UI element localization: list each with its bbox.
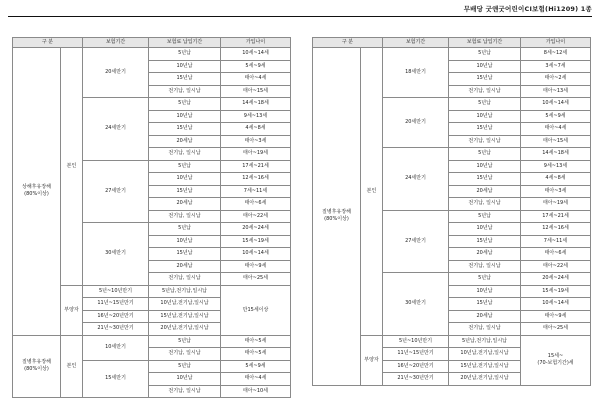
entry-age: 태아~2세 <box>521 73 591 86</box>
payment-period: 10년납,전기납,일시납 <box>149 298 221 311</box>
left-table <box>12 37 291 398</box>
category-jilbyeong: 질병후유장해 (80%이상) <box>13 335 61 398</box>
payment-period: 5년납 <box>449 148 521 161</box>
insurance-term: 21년~30년만기 <box>383 373 449 386</box>
payment-period: 5년납 <box>449 210 521 223</box>
payment-period: 15년납 <box>449 173 521 186</box>
payment-period: 전기납, 일시납 <box>449 85 521 98</box>
payment-period: 15년납 <box>449 298 521 311</box>
entry-age: 4세~8세 <box>521 173 591 186</box>
payment-period: 5년납 <box>449 273 521 286</box>
col-header-payment: 보험료 납입기간 <box>149 38 221 48</box>
entry-age: 14세~18세 <box>221 98 291 111</box>
payment-period: 10년납 <box>449 285 521 298</box>
payment-period: 전기납, 일시납 <box>149 210 221 223</box>
entry-age: 태아~13세 <box>521 85 591 98</box>
payment-period: 5년납 <box>149 98 221 111</box>
table-row <box>13 335 291 348</box>
insurance-term: 16년~20년만기 <box>83 310 149 323</box>
entry-age: 태아~15세 <box>221 85 291 98</box>
entry-age: 태아~25세 <box>521 323 591 336</box>
entry-age: 태아~4세 <box>221 73 291 86</box>
entry-age: 10세~14세 <box>521 298 591 311</box>
entry-age: 7세~11세 <box>521 235 591 248</box>
entry-age: 태아~22세 <box>221 210 291 223</box>
entry-age: 14세~18세 <box>521 148 591 161</box>
payment-period: 20년납,전기납,일시납 <box>149 323 221 336</box>
payment-period: 5년납 <box>449 98 521 111</box>
category-sangae: 상해후유장해 (80%이상) <box>13 48 61 336</box>
insurance-term: 24세만기 <box>383 148 449 211</box>
entry-age: 태아~19세 <box>521 198 591 211</box>
col-header-term: 보험기간 <box>383 38 449 48</box>
payment-period: 전기납, 일시납 <box>149 385 221 398</box>
entry-age: 태아~19세 <box>221 148 291 161</box>
insurance-term: 20세만기 <box>383 98 449 148</box>
payment-period: 10년납 <box>449 60 521 73</box>
col-header-category: 구 분 <box>313 38 383 48</box>
payment-period: 15년납 <box>149 185 221 198</box>
insurance-term: 11년~15년만기 <box>383 348 449 361</box>
payment-period: 15년납 <box>149 123 221 136</box>
payment-period: 15년납 <box>449 123 521 136</box>
table-row <box>313 48 591 61</box>
entry-age: 15세~ (70-보험기간)세 <box>521 335 591 385</box>
entry-age: 태아~25세 <box>221 273 291 286</box>
entry-age: 태아~4세 <box>521 123 591 136</box>
entry-age: 12세~16세 <box>221 173 291 186</box>
col-header-payment: 보험료 납입기간 <box>449 38 521 48</box>
payment-period: 20세납 <box>149 198 221 211</box>
entry-age: 태아~6세 <box>521 248 591 261</box>
entry-age: 태아~22세 <box>521 260 591 273</box>
subcategory-buyang: 부양자 <box>361 335 383 385</box>
payment-period: 전기납, 일시납 <box>149 348 221 361</box>
insurance-term: 30세만기 <box>383 273 449 336</box>
payment-period: 전기납, 일시납 <box>449 135 521 148</box>
entry-age: 5세~9세 <box>521 110 591 123</box>
entry-age: 만15세이상 <box>221 285 291 335</box>
entry-age: 태아~3세 <box>521 185 591 198</box>
entry-age: 3세~7세 <box>521 60 591 73</box>
col-header-age: 가입나이 <box>221 38 291 48</box>
table-row <box>13 48 291 61</box>
payment-period: 전기납, 일시납 <box>149 273 221 286</box>
entry-age: 12세~16세 <box>521 223 591 236</box>
insurance-term: 30세만기 <box>83 223 149 286</box>
entry-age: 20세~24세 <box>221 223 291 236</box>
entry-age: 태아~9세 <box>521 310 591 323</box>
header-rule <box>8 16 592 17</box>
entry-age: 15세~19세 <box>521 285 591 298</box>
payment-period: 15년납 <box>149 73 221 86</box>
entry-age: 태아~5세 <box>221 348 291 361</box>
payment-period: 10년납 <box>449 160 521 173</box>
entry-age: 9세~13세 <box>521 160 591 173</box>
subcategory-buyang: 부양자 <box>61 285 83 335</box>
entry-age: 태아~5세 <box>221 335 291 348</box>
payment-period: 15년납 <box>149 248 221 261</box>
entry-age: 태아~9세 <box>221 260 291 273</box>
insurance-term: 21년~30년만기 <box>83 323 149 336</box>
insurance-term: 24세만기 <box>83 98 149 161</box>
entry-age: 9세~13세 <box>221 110 291 123</box>
payment-period: 15년납 <box>449 73 521 86</box>
insurance-term: 5년~10년만기 <box>383 335 449 348</box>
payment-period: 5년납 <box>149 360 221 373</box>
payment-period: 15년납 <box>449 235 521 248</box>
col-header-age: 가입나이 <box>521 38 591 48</box>
payment-period: 5년납 <box>149 223 221 236</box>
payment-period: 10년납,전기납,일시납 <box>449 348 521 361</box>
insurance-term: 5년~10년만기 <box>83 285 149 298</box>
entry-age: 7세~11세 <box>221 185 291 198</box>
insurance-term: 11년~15년만기 <box>83 298 149 311</box>
insurance-term: 15세만기 <box>83 360 149 398</box>
right-table <box>312 37 591 386</box>
payment-period: 10년납 <box>449 110 521 123</box>
entry-age: 5세~9세 <box>221 60 291 73</box>
insurance-term: 20세만기 <box>83 48 149 98</box>
payment-period: 20세납 <box>149 135 221 148</box>
insurance-term: 10세만기 <box>83 335 149 360</box>
insurance-term: 16년~20년만기 <box>383 360 449 373</box>
entry-age: 20세~24세 <box>521 273 591 286</box>
payment-period: 10년납 <box>149 173 221 186</box>
insurance-term: 27세만기 <box>383 210 449 273</box>
category-jilbyeong: 질병후유장해 (80%이상) <box>313 48 361 386</box>
payment-period: 5년납 <box>149 335 221 348</box>
payment-period: 전기납, 일시납 <box>449 260 521 273</box>
payment-period: 5년납 <box>449 48 521 61</box>
entry-age: 10세~14세 <box>221 248 291 261</box>
payment-period: 전기납, 일시납 <box>449 198 521 211</box>
payment-period: 10년납 <box>149 110 221 123</box>
payment-period: 20세납 <box>149 260 221 273</box>
entry-age: 10세~14세 <box>521 98 591 111</box>
entry-age: 8세~12세 <box>521 48 591 61</box>
payment-period: 5년납,전기납,일시납 <box>149 285 221 298</box>
header-row <box>13 38 291 48</box>
payment-period: 20년납,전기납,일시납 <box>449 373 521 386</box>
col-header-term: 보험기간 <box>83 38 149 48</box>
payment-period: 10년납 <box>449 223 521 236</box>
header-row <box>313 38 591 48</box>
payment-period: 5년납 <box>149 48 221 61</box>
entry-age: 태아~4세 <box>221 373 291 386</box>
insurance-term: 18세만기 <box>383 48 449 98</box>
entry-age: 17세~21세 <box>521 210 591 223</box>
insurance-term: 27세만기 <box>83 160 149 223</box>
entry-age: 태아~6세 <box>221 198 291 211</box>
subcategory-bonin: 본인 <box>61 335 83 398</box>
payment-period: 15년납,전기납,일시납 <box>449 360 521 373</box>
entry-age: 태아~15세 <box>521 135 591 148</box>
payment-period: 15년납,전기납,일시납 <box>149 310 221 323</box>
document-header: 무배당 굿앤굿어린이CI보험(Hi1209) 1종 <box>463 5 592 13</box>
payment-period: 10년납 <box>149 60 221 73</box>
entry-age: 15세~19세 <box>221 235 291 248</box>
payment-period: 5년납,전기납,일시납 <box>449 335 521 348</box>
payment-period: 전기납, 일시납 <box>149 148 221 161</box>
subcategory-bonin: 본인 <box>361 48 383 336</box>
entry-age: 10세~14세 <box>221 48 291 61</box>
entry-age: 4세~8세 <box>221 123 291 136</box>
payment-period: 전기납, 일시납 <box>449 323 521 336</box>
payment-period: 10년납 <box>149 373 221 386</box>
col-header-category: 구 분 <box>13 38 83 48</box>
payment-period: 20세납 <box>449 248 521 261</box>
entry-age: 태아~10세 <box>221 385 291 398</box>
subcategory-bonin: 본인 <box>61 48 83 286</box>
payment-period: 5년납 <box>149 160 221 173</box>
payment-period: 20세납 <box>449 185 521 198</box>
payment-period: 10년납 <box>149 235 221 248</box>
entry-age: 태아~3세 <box>221 135 291 148</box>
payment-period: 20세납 <box>449 310 521 323</box>
entry-age: 17세~21세 <box>221 160 291 173</box>
payment-period: 전기납, 일시납 <box>149 85 221 98</box>
entry-age: 5세~9세 <box>221 360 291 373</box>
